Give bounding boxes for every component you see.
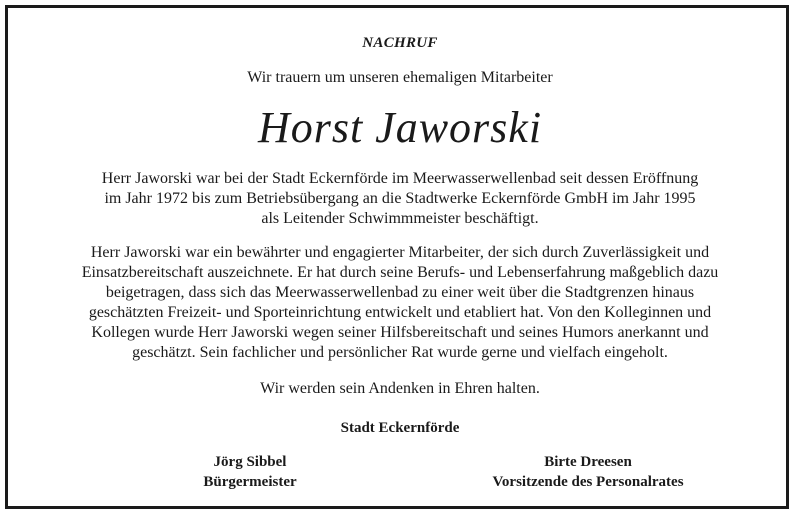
- signatory-name: Birte Dreesen: [544, 454, 632, 470]
- signatory-title: Bürgermeister: [203, 474, 297, 490]
- text-line: beigetragen, dass sich das Meerwasserwellenbad zu einer weit über die Stadtgrenzen hinaus: [105, 284, 695, 301]
- notice-heading: NACHRUF: [362, 35, 438, 51]
- signatory-staff-council: [438, 452, 738, 492]
- text-line: Einsatzbereitschaft auszeichnete. Er hat durch seine Berufs- und Lebenserfahrung maßgeblich dazu: [81, 264, 719, 281]
- obituary-notice: [8, 8, 792, 512]
- organization-name: Stadt Eckernförde: [340, 420, 460, 436]
- signatory-mayor: [135, 452, 365, 492]
- text-line: Kollegen wurde Herr Jaworski wegen seiner Hilfsbereitschaft und seines Humors anerkannt und: [91, 324, 709, 341]
- signatory-title: Vorsitzende des Personalrates: [492, 474, 684, 490]
- text-line: geschätzt. Sein fachlicher und persönlicher Rat wurde gerne und vielfach eingeholt.: [132, 344, 668, 361]
- text-line: im Jahr 1972 bis zum Betriebsübergang an die Stadtwerke Eckernförde GmbH im Jahr 1995: [104, 190, 696, 207]
- deceased-name: Horst Jaworski: [257, 103, 543, 152]
- text-line: Herr Jaworski war ein bewährter und engagierter Mitarbeiter, der sich durch Zuverlässigkeit und: [90, 244, 710, 261]
- paragraph-tribute: [8, 243, 792, 363]
- signatory-name: Jörg Sibbel: [213, 454, 287, 470]
- text-line: als Leitender Schwimmmeister beschäftigt.: [261, 210, 539, 227]
- paragraph-career: [8, 169, 792, 229]
- intro-line: Wir trauern um unseren ehemaligen Mitarbeiter: [247, 69, 553, 86]
- closing-line: Wir werden sein Andenken in Ehren halten.: [260, 380, 540, 397]
- text-line: geschätzten Freizeit- und Sporteinrichtung entwickelt und etabliert hat. Von den Kolleginnen und: [88, 304, 712, 321]
- text-line: Herr Jaworski war bei der Stadt Eckernförde im Meerwasserwellenbad seit dessen Eröffnung: [101, 170, 699, 187]
